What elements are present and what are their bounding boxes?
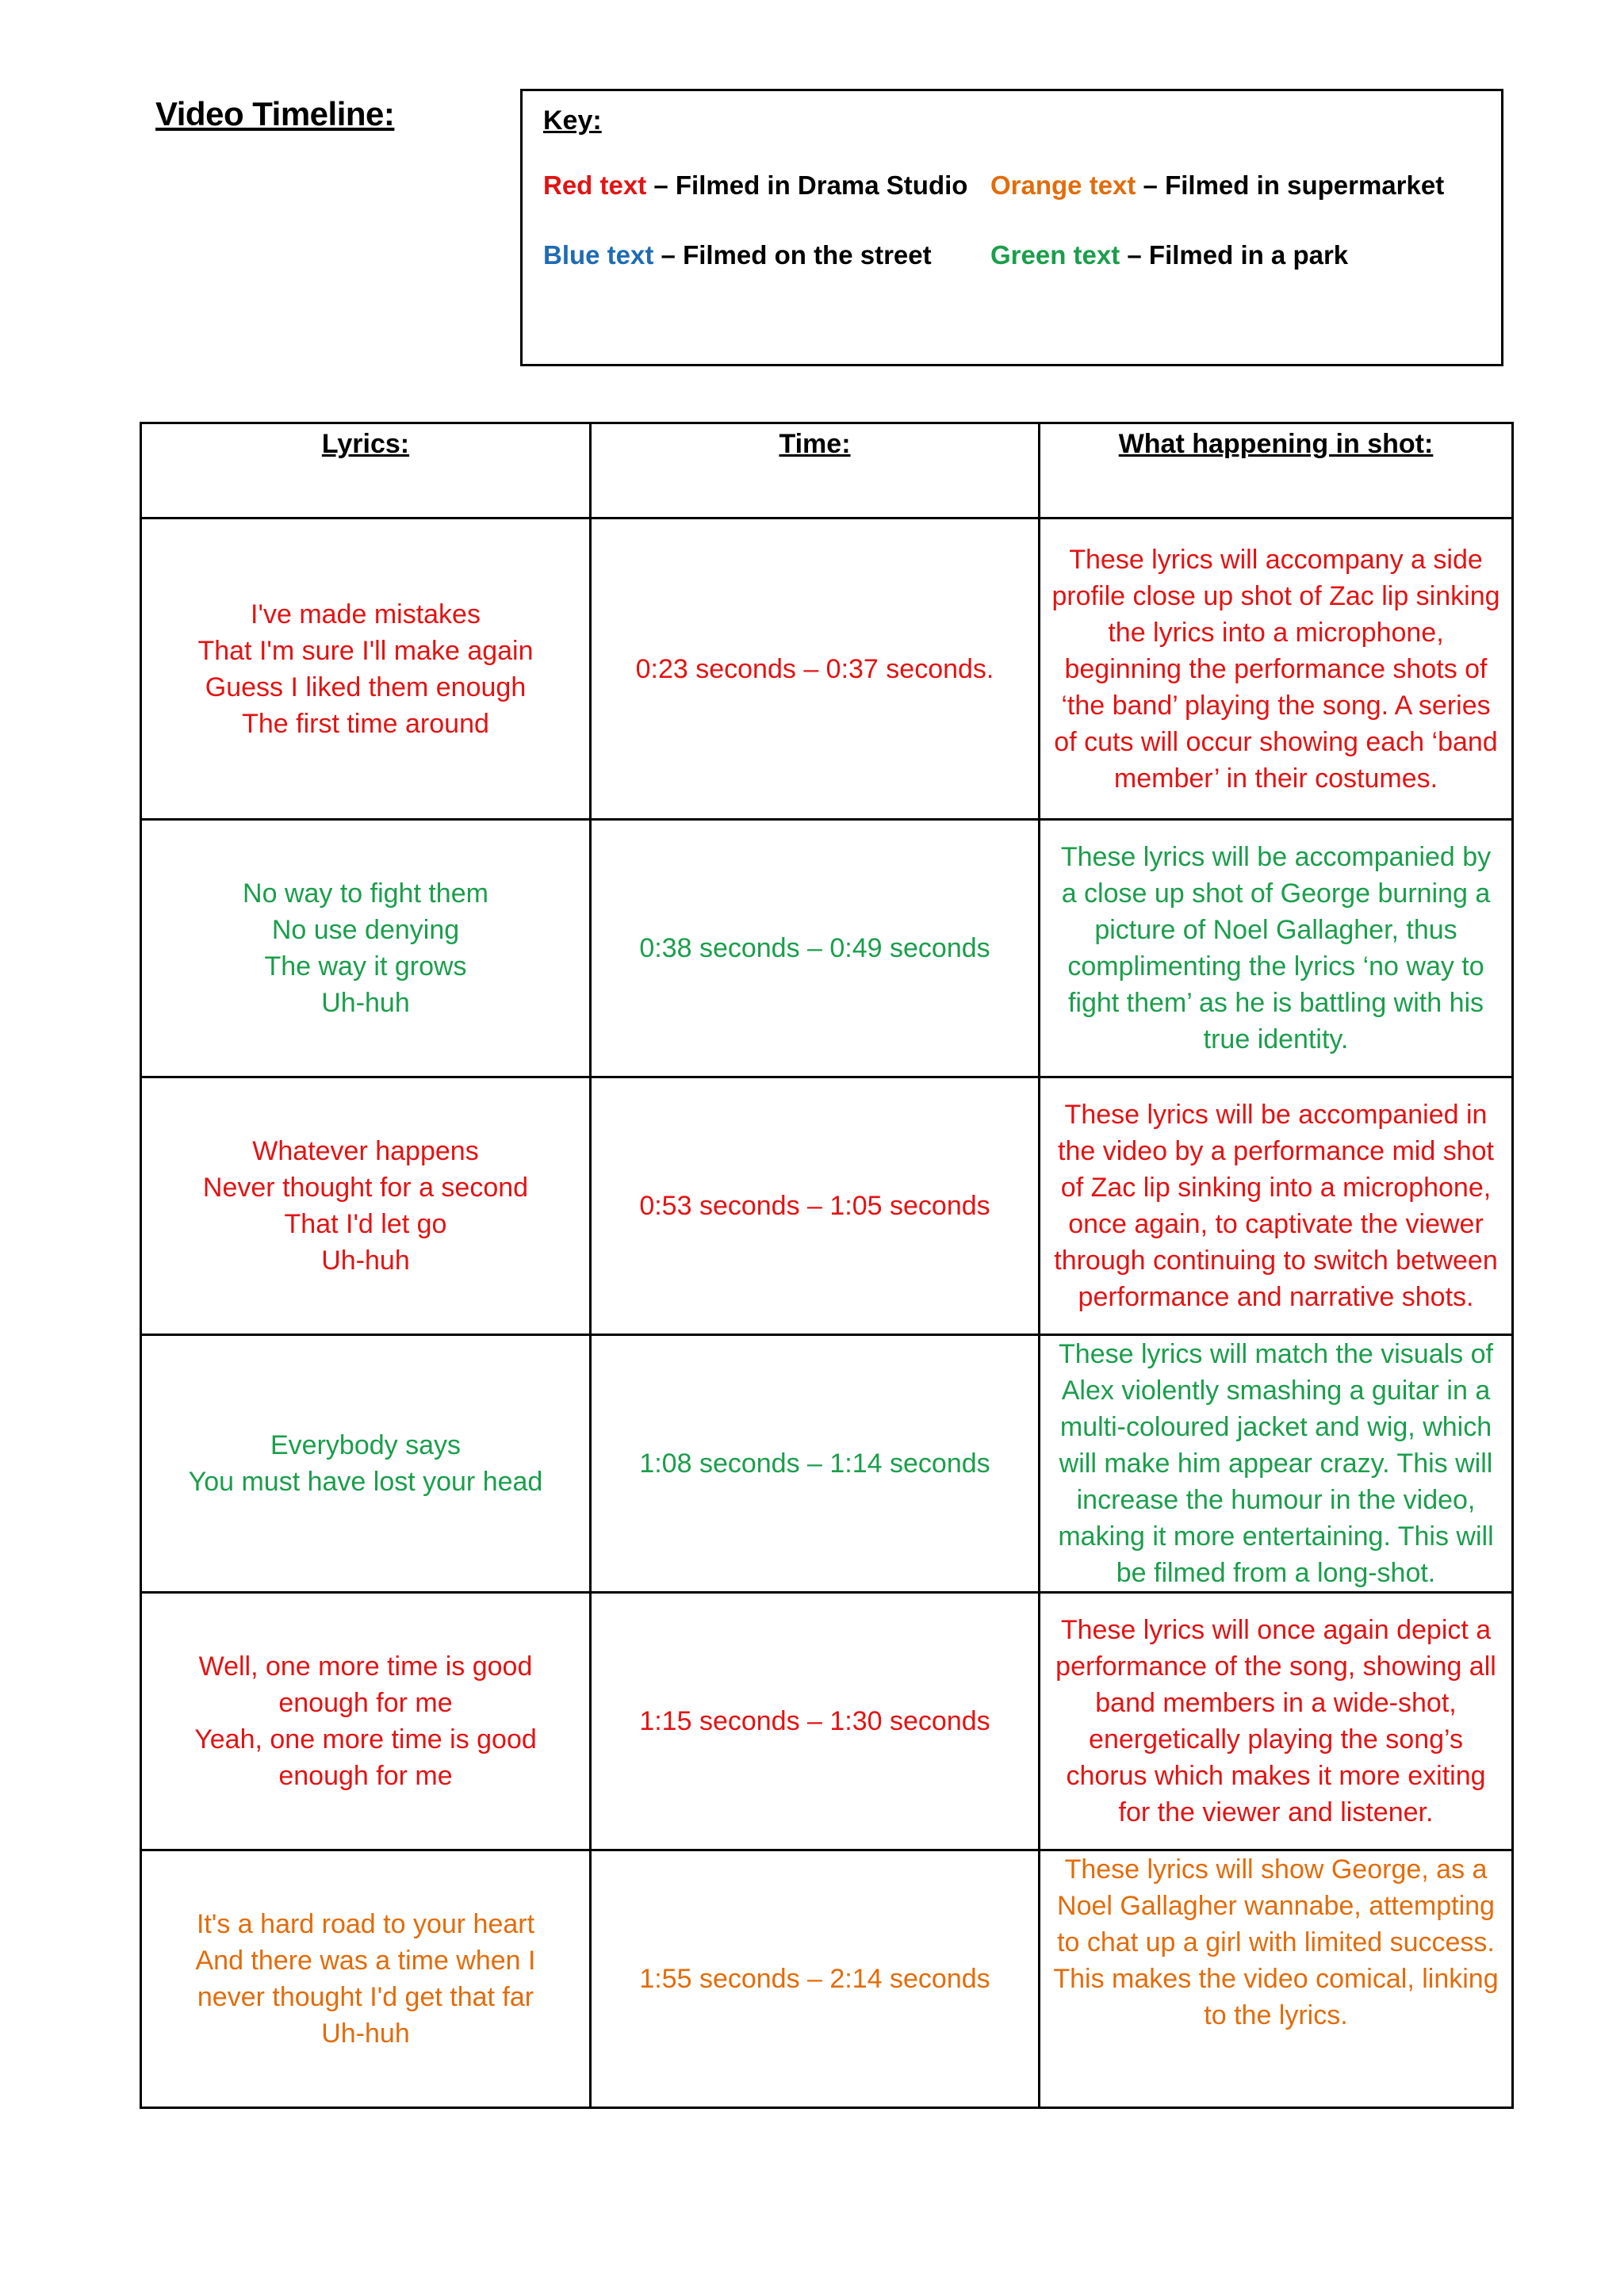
header-shot: What happening in shot:: [1040, 423, 1513, 519]
key-color-label: Green text: [990, 240, 1120, 270]
time-cell: 1:15 seconds – 1:30 seconds: [591, 1593, 1040, 1850]
lyrics-cell: Everybody says You must have lost your head: [141, 1335, 591, 1593]
shot-description-cell: These lyrics will show George, as a Noel Gallagher wannabe, attempting to chat up a girl with limited success. This makes the video comical, linking to the lyrics.: [1040, 1850, 1513, 2108]
key-color-label: Orange text: [990, 170, 1136, 200]
timeline-table: [140, 422, 1514, 2109]
time-cell: 0:23 seconds – 0:37 seconds.: [591, 519, 1040, 820]
time-cell: 1:08 seconds – 1:14 seconds: [591, 1335, 1040, 1593]
table-header-row: [141, 423, 1513, 519]
table-row: [141, 1077, 1513, 1335]
shot-description-cell: These lyrics will match the visuals of Alex violently smashing a guitar in a multi-coloured jacket and wig, which will make him appear crazy. This will increase the humour in the video, making it more entertaining. This will be filmed from a long-shot.: [1040, 1335, 1513, 1593]
lyrics-cell: Well, one more time is good enough for me Yeah, one more time is good enough for me: [141, 1593, 591, 1850]
key-color-label: Red text: [543, 170, 647, 200]
shot-description-cell: These lyrics will be accompanied in the video by a performance mid shot of Zac lip sinking into a microphone, once again, to captivate the viewer through continuing to switch between performance and narrative shots.: [1040, 1077, 1513, 1335]
key-description: – Filmed in Drama Studio: [646, 170, 968, 200]
shot-description-cell: These lyrics will be accompanied by a close up shot of George burning a picture of Noel Gallagher, thus complimenting the lyrics ‘no way to fight them’ as he is battling with his true identity.: [1040, 820, 1513, 1077]
header-lyrics: Lyrics:: [141, 423, 591, 519]
time-cell: 0:38 seconds – 0:49 seconds: [591, 820, 1040, 1077]
key-description: – Filmed on the street: [653, 240, 932, 270]
table-row: [141, 1850, 1513, 2108]
lyrics-cell: I've made mistakes That I'm sure I'll make again Guess I liked them enough The first time around: [141, 519, 591, 820]
key-entry-blue: [543, 240, 932, 270]
header-time: Time:: [591, 423, 1040, 519]
key-box: [520, 89, 1503, 366]
shot-description-cell: These lyrics will once again depict a performance of the song, showing all band members in a wide-shot, energetically playing the song’s chorus which makes it more exiting for the viewer and listener.: [1040, 1593, 1513, 1850]
key-entry-green: [990, 240, 1348, 270]
lyrics-cell: Whatever happens Never thought for a second That I'd let go Uh-huh: [141, 1077, 591, 1335]
time-cell: 1:55 seconds – 2:14 seconds: [591, 1850, 1040, 2108]
key-entry-red: [543, 170, 967, 201]
table-row: [141, 1593, 1513, 1850]
key-description: – Filmed in supermarket: [1136, 170, 1445, 200]
table-row: [141, 1335, 1513, 1593]
key-entry-orange: [990, 170, 1444, 201]
key-description: – Filmed in a park: [1120, 240, 1349, 270]
key-heading: Key:: [543, 105, 602, 136]
table-row: [141, 519, 1513, 820]
time-cell: 0:53 seconds – 1:05 seconds: [591, 1077, 1040, 1335]
lyrics-cell: No way to fight them No use denying The way it grows Uh-huh: [141, 820, 591, 1077]
shot-description-cell: These lyrics will accompany a side profile close up shot of Zac lip sinking the lyrics into a microphone, beginning the performance shots of ‘the band’ playing the song. A series of cuts will occur showing each ‘band member’ in their costumes.: [1040, 519, 1513, 820]
key-color-label: Blue text: [543, 240, 654, 270]
lyrics-cell: It's a hard road to your heart And there was a time when I never thought I'd get that far Uh-huh: [141, 1850, 591, 2108]
page-title: Video Timeline:: [155, 95, 395, 132]
table-row: [141, 820, 1513, 1077]
